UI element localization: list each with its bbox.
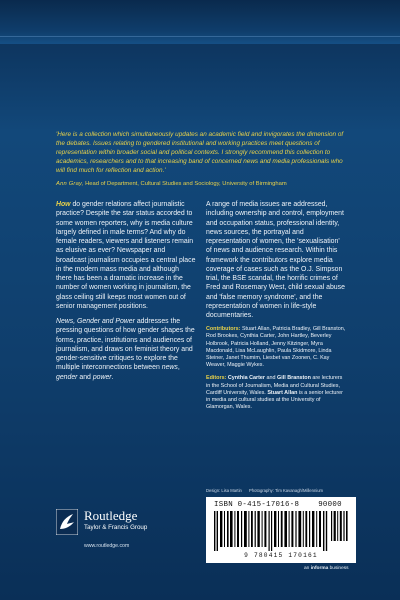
blurb-paragraph-1-text: do gender relations affect journalistic practice? Despite the star status accorded to some women reporters, why is media culture largely defined in male terms? And why do female readers, viewers and listeners remain as elusive as ever? Newspaper and broadcast journalism occupies a central place in the modern mass media and although there has been a dramatic increase in the number of women working in journalism, the glass ceiling still keeps most women out of senior management positions. xyxy=(56,201,196,310)
attribution-role: Head of Department, Cultural Studies and Sociology, University of Birmingham xyxy=(85,181,287,187)
informa-brand: informa xyxy=(310,566,329,571)
publisher-name: Routledge xyxy=(84,508,138,523)
blurb-left-column xyxy=(56,200,196,388)
ean-number: 9 780415 170161 xyxy=(244,552,318,559)
contributors xyxy=(206,326,346,369)
price-code: 90000 xyxy=(318,501,342,509)
publisher-group: Taylor & Francis Group xyxy=(84,524,148,531)
editors-and: and xyxy=(266,375,276,382)
editors xyxy=(206,375,346,411)
publisher-url[interactable]: www.routledge.com xyxy=(84,543,130,549)
informa-tagline xyxy=(304,566,349,571)
routledge-logo-icon xyxy=(56,509,78,535)
publisher-block xyxy=(56,503,206,563)
emphasis-power: power xyxy=(92,373,112,381)
quote-text: 'Here is a collection which simultaneously updates an academic field and invigorates the dimension of the debates. Issues relating to gendered institutional and working practices meet questions of representation within broader social and political contexts. I strongly recommend this collection to academics, researchers and to that increasing band of concerned news and media professionals who will find much for reflection and action.' xyxy=(56,131,344,175)
design-credit: Design: Lisa Martin xyxy=(206,488,242,493)
conjunction: and xyxy=(79,373,91,381)
editors-label: Editors: xyxy=(206,375,227,382)
barcode-bars xyxy=(214,511,348,551)
comma: , xyxy=(177,364,180,372)
editors-bio-1: are lecturers in the School of Journalism, Media and Cultural Studies, Cardiff University, Wales. xyxy=(206,375,343,396)
emphasis-news: news xyxy=(161,364,178,372)
endorsement-quote xyxy=(56,130,344,175)
editors-bio-2: is a senior lecturer in media and cultural studies at the University of Glamorgan, Wales. xyxy=(206,389,343,411)
attribution-name: Ann Gray, xyxy=(56,181,84,187)
photo-credit: Photography: Tim Kavanagh/Millennium xyxy=(249,488,324,493)
blurb-paragraph-2-text: addresses the pressing questions of how gender shapes the forms, practice, institutions and audiences of journalism, and draws on feminist theory and gender-sensitive critiques to explore the multiple interconnections between xyxy=(56,318,195,372)
design-credits xyxy=(206,488,329,493)
informa-prefix: an xyxy=(304,566,310,571)
contributors-label: Contributors: xyxy=(206,326,241,333)
contributors-list: Stuart Allan, Patricia Bradley, Gill Branston, Rod Brookes, Cynthia Carter, John Hartley, Beverley Holbrook, Patricia Holland, Jenny Kitzinger, Myra Macdonald, Lisa McLaughlin, Paula Skidmore, Linda Steiner, Janet Thumim, Liesbet van Zoonen, C. Kay Weaver, Maggie Wykes. xyxy=(206,326,346,369)
isbn-number: ISBN 0-415-17016-8 xyxy=(214,501,300,509)
editor-name-1: Cynthia Carter xyxy=(227,375,266,382)
editor-name-3: Stuart Allan xyxy=(267,389,298,396)
isbn-barcode xyxy=(206,497,356,563)
isbn-line xyxy=(214,501,342,509)
emphasis-gender: gender xyxy=(56,373,78,381)
blurb-paragraph-1 xyxy=(56,200,196,311)
informa-suffix: business xyxy=(329,566,349,571)
editor-name-2: Gill Branston xyxy=(277,375,311,382)
blurb-lead-word: How xyxy=(56,201,71,208)
blurb-right-column xyxy=(206,200,346,417)
top-band xyxy=(0,0,400,44)
quote-attribution xyxy=(56,181,356,189)
book-title-inline: News, Gender and Power xyxy=(56,318,135,325)
period: . xyxy=(111,373,114,381)
blurb-paragraph-2 xyxy=(56,317,196,382)
blurb-paragraph-3: A range of media issues are addressed, including ownership and control, employment and occupation status, professional identity, news sources, the portrayal and representation of women, the 'sexualisation' of news and audience research. Within this framework the contributors explore media coverage of cases such as the O.J. Simpson trial, the BSE scandal, the horrific crimes of Fred and Rosemary West, child sexual abuse and 'false memory syndrome', and the representation of women in life-style documentaries. xyxy=(206,201,345,319)
